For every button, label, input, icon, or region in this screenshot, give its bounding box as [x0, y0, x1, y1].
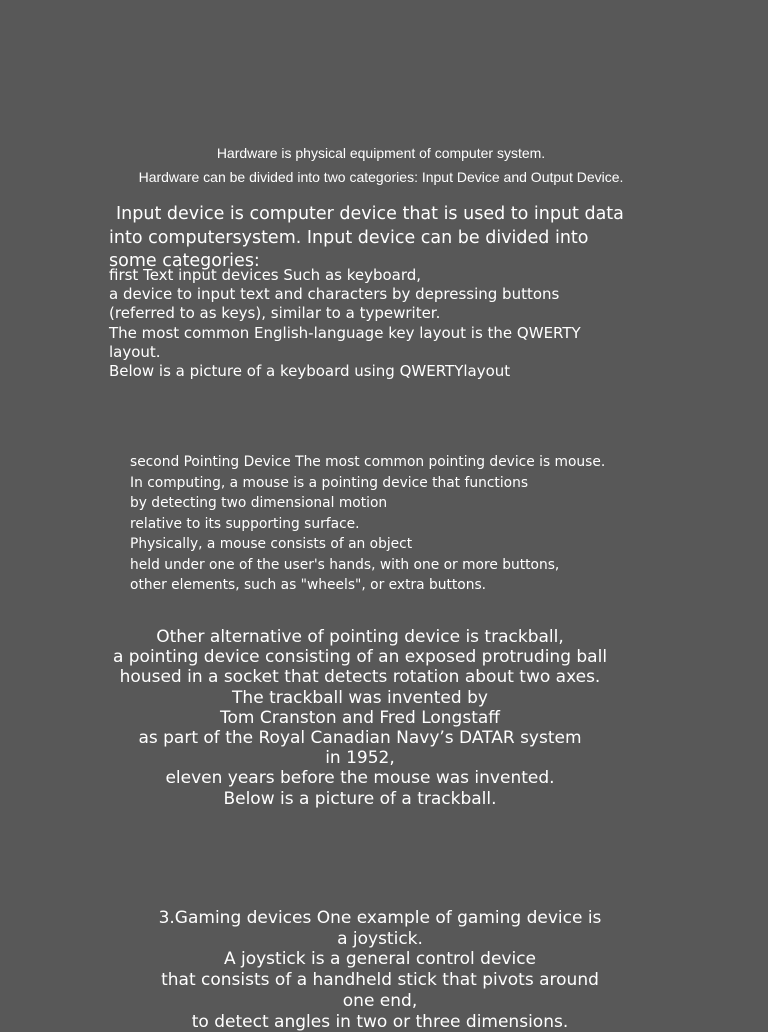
gaming-line: A joystick is a general control device — [223, 949, 537, 970]
input-heading-line-2: into computersystem. Input device can be divided into — [109, 227, 589, 248]
trackball-line: Below is a picture of a trackball. — [223, 788, 497, 809]
text-input-line: Below is a picture of a keyboard using QWERTYlayout — [109, 362, 511, 381]
text-input-line: layout. — [109, 342, 161, 361]
gaming-line: that consists of a handheld stick that pivots around — [161, 970, 599, 991]
text-input-line: a device to input text and characters by depressing buttons — [109, 285, 560, 304]
pointing-line: Physically, a mouse consists of an object — [130, 536, 413, 552]
trackball-section — [0, 627, 720, 809]
intro-line-1: Hardware is physical equipment of computer system. — [216, 145, 546, 161]
trackball-line: Other alternative of pointing device is trackball, — [156, 627, 564, 647]
text-input-line: The most common English-language key layout is the QWERTY — [109, 323, 581, 342]
text-input-section — [109, 266, 709, 381]
trackball-line: as part of the Royal Canadian Navy’s DATAR system — [138, 728, 582, 749]
trackball-line: The trackball was invented by — [232, 687, 488, 708]
intro-section — [0, 141, 762, 189]
pointing-line: by detecting two dimensional motion — [130, 495, 388, 511]
pointing-line: other elements, such as "wheels", or extra buttons. — [130, 577, 487, 593]
trackball-line: housed in a socket that detects rotation about two axes. — [119, 667, 601, 688]
text-input-line: first Text input devices Such as keyboard, — [109, 266, 422, 284]
input-heading-line-3: some categories: — [109, 251, 260, 271]
intro-line-2: Hardware can be divided into two categories: Input Device and Output Device. — [138, 169, 624, 185]
gaming-line: 3.Gaming devices One example of gaming device is — [158, 908, 602, 928]
pointing-line: held under one of the user's hands, with one or more buttons, — [130, 556, 560, 573]
gaming-line: one end, — [342, 990, 418, 1011]
text-input-line: (referred to as keys), similar to a typewriter. — [109, 304, 441, 323]
gaming-devices-section — [0, 908, 760, 1032]
pointing-line: second Pointing Device The most common pointing device is mouse. — [130, 454, 606, 470]
trackball-line: in 1952, — [325, 748, 395, 769]
input-device-heading — [109, 203, 709, 274]
gaming-line: a joystick. — [337, 928, 423, 949]
pointing-line: relative to its supporting surface. — [130, 515, 360, 532]
pointing-line: In computing, a mouse is a pointing device that functions — [130, 474, 529, 491]
trackball-line: Tom Cranston and Fred Longstaff — [219, 707, 500, 728]
gaming-line: to detect angles in two or three dimensions. — [191, 1011, 569, 1032]
trackball-line: eleven years before the mouse was invented. — [165, 768, 555, 789]
pointing-device-section — [130, 452, 730, 596]
input-heading-line-1: Input device is computer device that is used to input data — [116, 204, 624, 224]
trackball-line: a pointing device consisting of an exposed protruding ball — [112, 647, 608, 668]
